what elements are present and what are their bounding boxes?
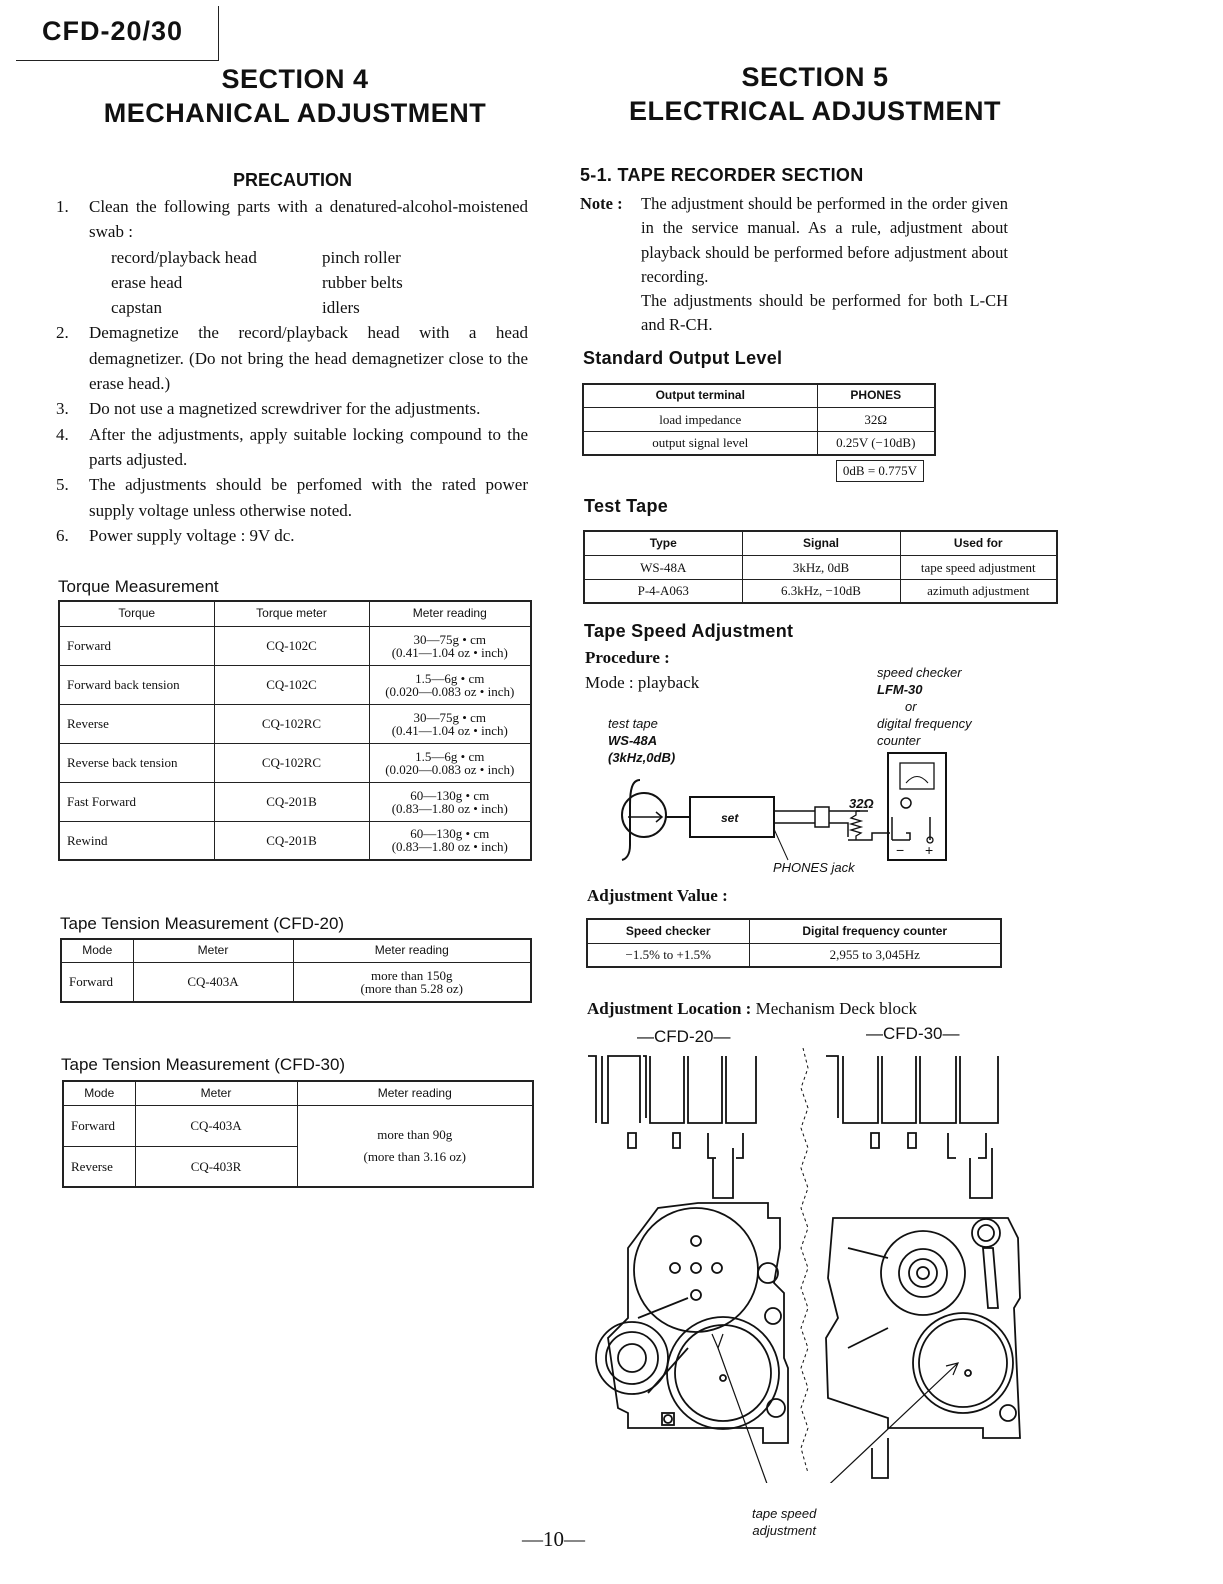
reference-level-box: 0dB = 0.775V bbox=[836, 460, 924, 482]
column-header: Meter reading bbox=[297, 1081, 533, 1105]
precaution-item bbox=[56, 422, 528, 473]
reading-imperial: (more than 3.16 oz) bbox=[363, 1149, 467, 1165]
precaution-item bbox=[56, 396, 528, 421]
impedance-label: 32Ω bbox=[849, 796, 874, 811]
column-header: Meter reading bbox=[369, 601, 531, 626]
part-name: idlers bbox=[322, 298, 360, 318]
cfd30-deck bbox=[826, 1218, 1020, 1478]
tape-section-title: 5-1. TAPE RECORDER SECTION bbox=[580, 165, 864, 185]
table-row bbox=[59, 626, 531, 665]
column-header: PHONES bbox=[817, 384, 935, 407]
table-row bbox=[59, 665, 531, 704]
plus-terminal: + bbox=[925, 842, 934, 858]
reading-metric: 1.5—6g • cm bbox=[415, 670, 485, 686]
item-number: 2. bbox=[56, 323, 69, 343]
reading-metric: more than 150g bbox=[370, 967, 453, 983]
value-cell: 0.25V (−10dB) bbox=[817, 431, 935, 455]
jack-pointer bbox=[774, 829, 788, 860]
location-value: Mechanism Deck block bbox=[755, 999, 918, 1018]
reading-cell bbox=[369, 665, 531, 704]
section5-title bbox=[600, 60, 1030, 128]
reading-imperial: (more than 5.28 oz) bbox=[360, 980, 464, 996]
table-row bbox=[59, 782, 531, 821]
tension20-caption: Tape Tension Measurement (CFD-20) bbox=[60, 914, 345, 933]
note-text: The adjustment should be performed in the order given in the service manual. As a rule, adjustment about playback should be performed before adjustment about recording. bbox=[641, 194, 1008, 286]
header-divider bbox=[218, 6, 219, 61]
used-for-cell: tape speed adjustment bbox=[900, 555, 1057, 579]
cfd30-label: —CFD-30— bbox=[866, 1024, 960, 1043]
output-level-title: Standard Output Level bbox=[583, 348, 783, 368]
table-row bbox=[583, 407, 935, 431]
precaution-list bbox=[56, 194, 528, 548]
section5-name: ELECTRICAL ADJUSTMENT bbox=[628, 96, 1001, 126]
column-header: Mode bbox=[63, 1081, 135, 1105]
item-text: After the adjustments, apply suitable locking compound to the parts adjusted. bbox=[89, 424, 528, 469]
tape-speed-adjustment-label bbox=[752, 1505, 816, 1539]
section5-number: SECTION 5 bbox=[741, 62, 889, 92]
part-name: capstan bbox=[111, 298, 162, 318]
item-text: The adjustments should be perfomed with the rated power supply voltage unless otherwise noted. bbox=[89, 475, 528, 520]
torque-caption: Torque Measurement bbox=[58, 577, 219, 596]
resistor-icon bbox=[851, 811, 861, 840]
cfd20-deck bbox=[596, 1203, 788, 1443]
reading-cell bbox=[369, 743, 531, 782]
meter-cell: CQ-403A bbox=[135, 1105, 297, 1146]
table-row bbox=[61, 962, 531, 1002]
parameter-cell: load impedance bbox=[583, 407, 817, 431]
type-cell: P-4-A063 bbox=[584, 579, 742, 603]
test-tape-title: Test Tape bbox=[584, 496, 669, 516]
table-row bbox=[59, 743, 531, 782]
cfd20-flywheel bbox=[667, 1317, 779, 1429]
type-cell: WS-48A bbox=[584, 555, 742, 579]
label-line: adjustment bbox=[752, 1523, 816, 1538]
table-header-row bbox=[59, 601, 531, 626]
column-header: Speed checker bbox=[587, 919, 749, 943]
reading-imperial: (0.41—1.04 oz • inch) bbox=[391, 722, 508, 738]
torque-cell: Fast Forward bbox=[59, 782, 214, 821]
label-line: tape speed bbox=[752, 1506, 817, 1521]
meter-cell: CQ-102RC bbox=[214, 743, 369, 782]
mode-label: Mode : playback bbox=[585, 673, 700, 692]
page-number: —10— bbox=[522, 1527, 585, 1551]
reading-cell bbox=[369, 626, 531, 665]
tape-leader bbox=[622, 780, 640, 860]
part-name: record/playback head bbox=[111, 247, 257, 267]
knob-icon bbox=[901, 798, 911, 808]
label-line: or bbox=[905, 699, 917, 714]
item-text: Power supply voltage : 9V dc. bbox=[89, 525, 295, 545]
label-line: counter bbox=[877, 733, 921, 748]
precaution-item bbox=[56, 523, 528, 548]
separator-line bbox=[801, 1048, 808, 1473]
column-header: Torque meter bbox=[214, 601, 369, 626]
cfd20-label: —CFD-20— bbox=[637, 1027, 731, 1046]
adjustment-value-table bbox=[586, 918, 1002, 968]
torque-cell: Rewind bbox=[59, 821, 214, 860]
torque-cell: Reverse back tension bbox=[59, 743, 214, 782]
reading-cell bbox=[369, 821, 531, 860]
tension20-table bbox=[60, 938, 532, 1003]
meter-cell: CQ-201B bbox=[214, 821, 369, 860]
part-name: pinch roller bbox=[322, 247, 401, 267]
reading-imperial: (0.020—0.083 oz • inch) bbox=[385, 683, 515, 699]
torque-table bbox=[58, 600, 532, 861]
reading-imperial: (0.41—1.04 oz • inch) bbox=[391, 644, 508, 660]
meter-cell: CQ-403A bbox=[133, 962, 293, 1002]
cfd30-reel-gear bbox=[881, 1231, 965, 1315]
reading-metric: 60—130g • cm bbox=[410, 826, 490, 842]
phones-jack-label: PHONES jack bbox=[773, 860, 855, 875]
mechanism-deck-diagram bbox=[588, 1048, 1028, 1483]
column-header: Meter reading bbox=[293, 939, 531, 962]
cfd20-key-row bbox=[588, 1056, 756, 1198]
adjustment-value-title: Adjustment Value : bbox=[587, 886, 728, 905]
reading-cell bbox=[297, 1105, 533, 1187]
reading-metric: more than 90g bbox=[377, 1127, 453, 1143]
column-header: Output terminal bbox=[583, 384, 817, 407]
torque-cell: Forward bbox=[59, 626, 214, 665]
section4-title bbox=[80, 62, 510, 130]
label-line: test tape bbox=[608, 716, 658, 731]
note-block bbox=[580, 192, 1008, 338]
reading-imperial: (0.020—0.083 oz • inch) bbox=[385, 761, 515, 777]
table-header-row bbox=[63, 1081, 533, 1105]
item-number: 5. bbox=[56, 475, 69, 495]
label-line: WS-48A bbox=[608, 733, 658, 748]
checker-label bbox=[877, 664, 972, 749]
parts-list bbox=[111, 245, 528, 321]
label-line: speed checker bbox=[877, 665, 962, 680]
label-line: digital frequency bbox=[877, 716, 972, 731]
test-tape-table bbox=[583, 530, 1058, 604]
table-header-row bbox=[61, 939, 531, 962]
mode-cell: Forward bbox=[61, 962, 133, 1002]
frequency-counter-cell: 2,955 to 3,045Hz bbox=[749, 943, 1001, 967]
meter-cell: CQ-102C bbox=[214, 665, 369, 704]
note-label: Note : bbox=[580, 194, 623, 213]
table-row bbox=[584, 555, 1057, 579]
meter-cell: CQ-403R bbox=[135, 1146, 297, 1187]
procedure-label: Procedure : bbox=[585, 648, 670, 667]
item-text: Demagnetize the record/playback head with a head demagnetizer. (Do not bring the head demagnetizer close to the erase head.) bbox=[89, 323, 528, 394]
adjustment-location bbox=[587, 999, 917, 1019]
signal-cell: 3kHz, 0dB bbox=[742, 555, 900, 579]
set-label: set bbox=[721, 811, 739, 825]
column-header: Type bbox=[584, 531, 742, 555]
table-header-row bbox=[587, 919, 1001, 943]
reading-cell bbox=[369, 782, 531, 821]
reading-cell bbox=[293, 962, 531, 1002]
column-header: Meter bbox=[133, 939, 293, 962]
precaution-item bbox=[56, 194, 528, 245]
part-name: erase head bbox=[111, 272, 183, 292]
label-line: (3kHz,0dB) bbox=[608, 750, 676, 765]
table-row bbox=[583, 431, 935, 455]
cfd20-reel-gear bbox=[634, 1208, 758, 1332]
item-number: 3. bbox=[56, 399, 69, 419]
minus-terminal: − bbox=[896, 842, 905, 858]
table-header-row bbox=[583, 384, 935, 407]
tension30-caption: Tape Tension Measurement (CFD-30) bbox=[61, 1055, 346, 1074]
torque-cell: Forward back tension bbox=[59, 665, 214, 704]
precaution-item bbox=[56, 320, 528, 396]
torque-cell: Reverse bbox=[59, 704, 214, 743]
header-underline bbox=[16, 60, 219, 61]
reading-imperial: (0.83—1.80 oz • inch) bbox=[391, 800, 508, 816]
pointer-line bbox=[718, 1348, 783, 1483]
label-line: LFM-30 bbox=[877, 682, 923, 697]
table-row bbox=[59, 704, 531, 743]
reading-imperial: (0.83—1.80 oz • inch) bbox=[391, 839, 508, 855]
meter-cell: CQ-102C bbox=[214, 626, 369, 665]
mode-cell: Forward bbox=[63, 1105, 135, 1146]
table-row bbox=[584, 579, 1057, 603]
model-number: CFD-20/30 bbox=[42, 16, 184, 46]
location-label: Adjustment Location : bbox=[587, 999, 752, 1018]
signal-cell: 6.3kHz, −10dB bbox=[742, 579, 900, 603]
value-cell: 32Ω bbox=[817, 407, 935, 431]
speed-checker-cell: −1.5% to +1.5% bbox=[587, 943, 749, 967]
column-header: Digital frequency counter bbox=[749, 919, 1001, 943]
output-level-table bbox=[582, 383, 936, 456]
item-number: 4. bbox=[56, 424, 69, 444]
reading-metric: 30—75g • cm bbox=[413, 709, 486, 725]
table-row bbox=[587, 943, 1001, 967]
pointer-line bbox=[783, 1363, 958, 1483]
item-text: Clean the following parts with a denatured-alcohol-moistened swab : bbox=[89, 197, 528, 242]
meter-cell: CQ-201B bbox=[214, 782, 369, 821]
column-header: Signal bbox=[742, 531, 900, 555]
column-header: Used for bbox=[900, 531, 1057, 555]
column-header: Torque bbox=[59, 601, 214, 626]
speed-adjust-title: Tape Speed Adjustment bbox=[584, 621, 794, 641]
reading-metric: 30—75g • cm bbox=[413, 631, 486, 647]
precaution-title: PRECAUTION bbox=[233, 170, 353, 190]
table-header-row bbox=[584, 531, 1057, 555]
parameter-cell: output signal level bbox=[583, 431, 817, 455]
table-row bbox=[63, 1105, 533, 1146]
section4-number: SECTION 4 bbox=[221, 64, 369, 94]
note-text: The adjustments should be performed for both L-CH and R-CH. bbox=[641, 291, 1008, 335]
cfd30-key-row bbox=[826, 1056, 998, 1198]
cfd30-flywheel bbox=[913, 1313, 1013, 1413]
mode-cell: Reverse bbox=[63, 1146, 135, 1187]
reading-metric: 60—130g • cm bbox=[410, 787, 490, 803]
item-number: 6. bbox=[56, 525, 69, 545]
used-for-cell: azimuth adjustment bbox=[900, 579, 1057, 603]
part-name: rubber belts bbox=[322, 272, 403, 292]
section4-name: MECHANICAL ADJUSTMENT bbox=[103, 98, 487, 128]
reading-cell bbox=[369, 704, 531, 743]
reading-metric: 1.5—6g • cm bbox=[415, 748, 485, 764]
item-text: Do not use a magnetized screwdriver for the adjustments. bbox=[89, 399, 481, 419]
table-row bbox=[59, 821, 531, 860]
tension30-table bbox=[62, 1080, 534, 1188]
meter-cell: CQ-102RC bbox=[214, 704, 369, 743]
column-header: Mode bbox=[61, 939, 133, 962]
note-body bbox=[641, 192, 1008, 338]
item-number: 1. bbox=[56, 197, 69, 216]
column-header: Meter bbox=[135, 1081, 297, 1105]
precaution-item bbox=[56, 472, 528, 523]
